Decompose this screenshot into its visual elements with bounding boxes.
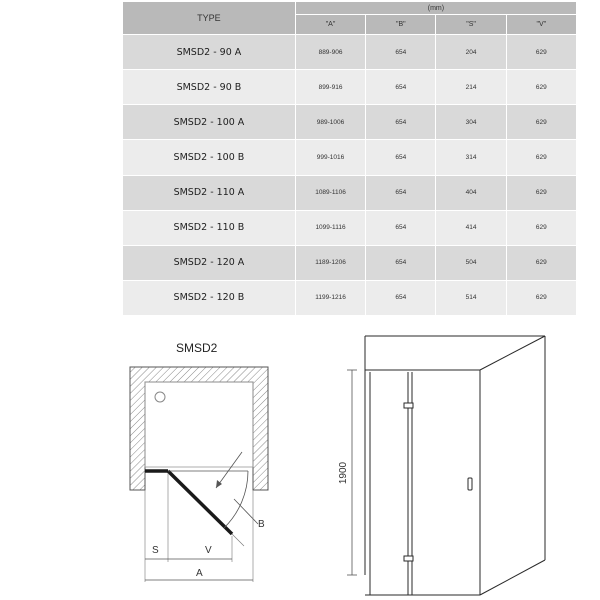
label-height: 1900 [338,461,349,485]
cell-v: 629 [506,210,576,245]
cell-s: 404 [436,175,506,210]
column-header-s: "S" [436,15,506,35]
cell-s: 304 [436,105,506,140]
column-header-a: "A" [295,15,365,35]
cell-b: 654 [366,105,436,140]
cell-v: 629 [506,280,576,315]
cell-v: 629 [506,175,576,210]
row-type: SMSD2 - 90 A [123,35,296,70]
cell-v: 629 [506,245,576,280]
hinge-top [404,403,413,408]
cell-s: 214 [436,70,506,105]
cell-a: 1199-1216 [295,280,365,315]
row-type: SMSD2 - 100 B [123,140,296,175]
label-a: A [196,568,203,579]
drain-icon [155,392,165,402]
unit-header: (mm) [295,2,576,15]
row-type: SMSD2 - 120 A [123,245,296,280]
cell-b: 654 [366,140,436,175]
cell-s: 204 [436,35,506,70]
cell-s: 414 [436,210,506,245]
cell-a: 899-916 [295,70,365,105]
cell-a: 1089-1106 [295,175,365,210]
swing-arc [224,471,248,528]
hinge-bottom [404,556,413,561]
cell-b: 654 [366,210,436,245]
dimension-b [234,499,258,524]
row-type: SMSD2 - 110 B [123,210,296,245]
row-type: SMSD2 - 110 A [123,175,296,210]
cell-a: 989-1006 [295,105,365,140]
shower-tray [145,382,253,467]
row-type: SMSD2 - 100 A [123,105,296,140]
extension-line [232,534,244,546]
cell-b: 654 [366,245,436,280]
cell-v: 629 [506,140,576,175]
door-panel-open [168,471,232,534]
column-header-b: "B" [366,15,436,35]
cell-s: 514 [436,280,506,315]
drawing-title: SMSD2 [176,341,218,355]
cell-b: 654 [366,35,436,70]
plan-view [130,367,268,582]
cell-a: 1189-1206 [295,245,365,280]
cell-s: 314 [436,140,506,175]
type-header: TYPE [123,2,296,35]
label-v: V [205,545,212,556]
cell-v: 629 [506,105,576,140]
label-s: S [152,545,159,556]
cell-v: 629 [506,35,576,70]
height-dimension [338,370,357,575]
cell-b: 654 [366,280,436,315]
cell-s: 504 [436,245,506,280]
door-handle [468,478,472,490]
cell-a: 889-906 [295,35,365,70]
top-edge [480,336,545,370]
row-type: SMSD2 - 120 B [123,280,296,315]
label-b: B [258,519,265,530]
perspective-view [365,336,545,595]
side-bottom [480,560,545,595]
cell-b: 654 [366,70,436,105]
cell-a: 999-1016 [295,140,365,175]
column-header-v: "V" [506,15,576,35]
cell-v: 629 [506,70,576,105]
cell-b: 654 [366,175,436,210]
cell-a: 1099-1116 [295,210,365,245]
row-type: SMSD2 - 90 B [123,70,296,105]
